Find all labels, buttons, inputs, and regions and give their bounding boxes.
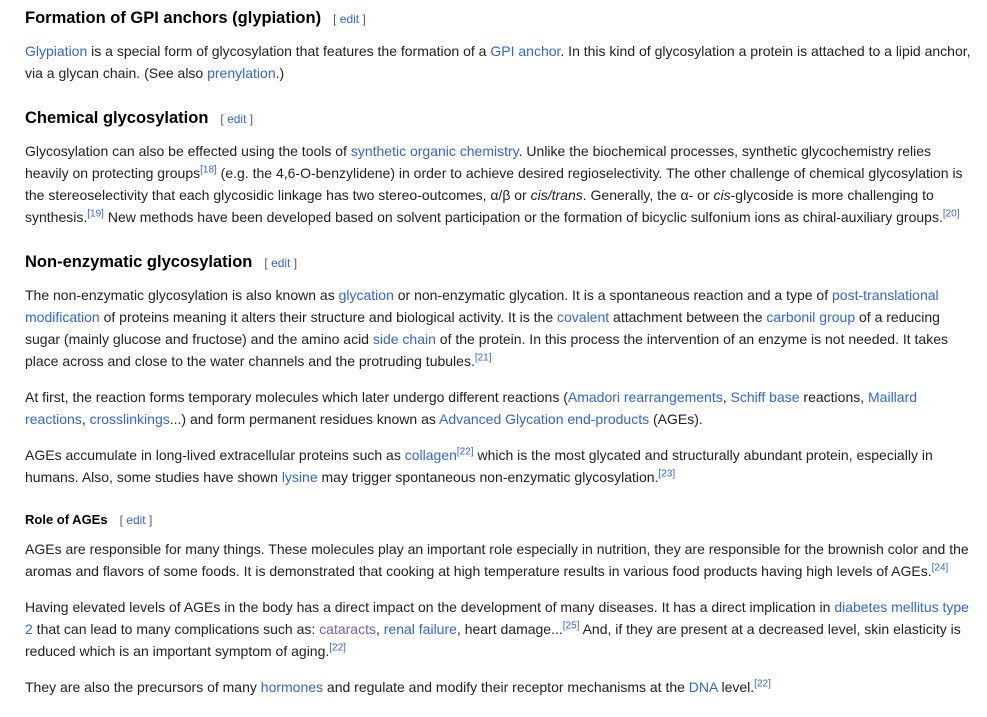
- link-glycation[interactable]: glycation: [338, 287, 394, 303]
- text: Glycosylation can also be effected using the tools of: [25, 143, 351, 159]
- edit-section-non-enzymatic: [ edit ]: [264, 256, 298, 270]
- heading-role-of-ages: [25, 512, 152, 527]
- italic-text: cis: [713, 187, 731, 203]
- text: Having elevated levels of AGEs in the body has a direct impact on the development of many diseases. It has a direct implication in: [25, 599, 835, 615]
- ref-link-23[interactable]: [23]: [658, 468, 676, 480]
- edit-section-glypiation: [ edit ]: [333, 12, 366, 26]
- text: , heart damage...: [456, 621, 563, 637]
- heading-glypiation-text: Formation of GPI anchors (glypiation): [25, 9, 322, 27]
- text: may trigger spontaneous non-enzymatic glycosylation.: [317, 469, 659, 485]
- paragraph-role-3: [25, 676, 975, 698]
- edit-link-chemical[interactable]: edit: [227, 112, 247, 126]
- paragraph-non-enzymatic-2: [25, 386, 975, 430]
- heading-chemical-text: Chemical glycosylation: [25, 109, 209, 127]
- link-schiff-base[interactable]: Schiff base: [730, 389, 800, 405]
- heading-chemical-glycosylation: [25, 109, 253, 128]
- link-maillard-reactions[interactable]: Maillard reactions: [25, 389, 918, 427]
- link-crosslinkings[interactable]: crosslinkings: [89, 411, 170, 427]
- text: -glycoside is more challenging to synthesis.: [25, 187, 934, 225]
- link-covalent[interactable]: covalent: [557, 309, 610, 325]
- ref-link-19[interactable]: [19]: [87, 208, 104, 220]
- text: of proteins meaning it alters their structure and biological activity. It is the: [99, 309, 557, 325]
- ref-link-22[interactable]: [22]: [456, 446, 474, 458]
- heading-non-enzymatic: [25, 253, 297, 272]
- ref-25: [563, 620, 580, 631]
- link-diabetes-mellitus-type-2[interactable]: diabetes mellitus type 2: [25, 599, 969, 637]
- paragraph-chemical: [25, 140, 975, 228]
- link-renal-failure[interactable]: renal failure: [383, 621, 457, 637]
- text: of the protein. In this process the intervention of an enzyme is not needed. It takes place across and close to the water channels and the protruding tubules.: [25, 331, 948, 369]
- text: ,: [375, 621, 384, 637]
- link-dna[interactable]: DNA: [688, 679, 718, 695]
- text: . Generally, the α- or: [582, 187, 714, 203]
- text: reactions,: [799, 389, 869, 405]
- ref-21: [475, 352, 492, 363]
- link-advanced-glycation-end-products[interactable]: Advanced Glycation end-products: [438, 411, 650, 427]
- link-glypiation[interactable]: Glypiation: [25, 43, 88, 59]
- text: AGEs accumulate in long-lived extracellular proteins such as: [25, 447, 405, 463]
- ref-20: [943, 208, 960, 219]
- edit-link-non-enzymatic[interactable]: edit: [271, 256, 291, 270]
- edit-link-role[interactable]: edit: [126, 513, 146, 527]
- paragraph-glypiation: [25, 40, 975, 84]
- text: or non-enzymatic glycation. It is a spontaneous reaction and a type of: [393, 287, 833, 303]
- ref-24: [932, 562, 949, 573]
- text: that can lead to many complications such as:: [32, 621, 320, 637]
- link-carbonil-group[interactable]: carbonil group: [766, 309, 856, 325]
- link-collagen[interactable]: collagen: [404, 447, 457, 463]
- text: ...) and form permanent residues known as: [169, 411, 439, 427]
- text: AGEs are responsible for many things. These molecules play an important role especially in nutrition, they are responsible for the brownish color and the aromas and flavors of some foods. It is demonstrated that cooking at high temperature results in various food products having high levels of AGEs.: [25, 541, 969, 579]
- text: . Unlike the biochemical processes, synthetic glycochemistry relies heavily on protecting groups: [25, 143, 932, 181]
- link-prenylation[interactable]: prenylation: [207, 65, 276, 81]
- text: (e.g. the 4,6-O-benzylidene) in order to achieve desired regioselectivity. The other challenge of chemical glycosylation is the stereoselectivity that each glycosidic linkage has two stereo-outcomes, α/β or: [25, 165, 963, 203]
- heading-glypiation: [25, 9, 366, 28]
- ref-link-21[interactable]: [21]: [474, 352, 492, 364]
- text: (AGEs).: [649, 411, 703, 427]
- text: .): [275, 65, 285, 81]
- link-lysine[interactable]: lysine: [281, 469, 318, 485]
- link-hormones[interactable]: hormones: [260, 679, 324, 695]
- edit-link-glypiation[interactable]: edit: [339, 12, 360, 26]
- text: ,: [722, 389, 731, 405]
- text: attachment between the: [609, 309, 767, 325]
- text: and regulate and modify their receptor mechanisms at the: [323, 679, 689, 695]
- edit-section-role: [ edit ]: [119, 513, 153, 527]
- ref-link-18[interactable]: [18]: [200, 164, 217, 176]
- text: They are also the precursors of many: [25, 679, 261, 695]
- text: which is the most glycated and structurally abundant protein, especially in humans. Also, some studies have shown: [25, 447, 933, 485]
- link-side-chain[interactable]: side chain: [372, 331, 436, 347]
- text: of a reducing sugar (mainly glucose and fructose) and the amino acid: [25, 309, 940, 347]
- paragraph-role-2: [25, 596, 975, 662]
- italic-text: cis/trans: [530, 187, 583, 203]
- link-cataracts[interactable]: cataracts: [319, 621, 376, 637]
- text: And, if they are present at a decreased level, skin elasticity is reduced which is an important symptom of aging.: [25, 621, 961, 659]
- text: ,: [81, 411, 90, 427]
- ref-19: [87, 208, 104, 219]
- ref-link-22[interactable]: [22]: [754, 678, 771, 690]
- ref-23: [658, 468, 675, 479]
- paragraph-non-enzymatic-3: [25, 444, 975, 488]
- paragraph-role-1: [25, 538, 975, 582]
- ref-link-20[interactable]: [20]: [942, 208, 960, 220]
- link-synthetic-organic-chemistry[interactable]: synthetic organic chemistry: [350, 143, 519, 159]
- heading-non-enzymatic-text: Non-enzymatic glycosylation: [25, 253, 253, 271]
- text: . In this kind of glycosylation a protein is attached to a lipid anchor, via a glycan chain. (See also: [25, 43, 971, 81]
- ref-link-22[interactable]: [22]: [329, 642, 346, 654]
- text: At first, the reaction forms temporary molecules which later undergo different reactions (: [25, 389, 568, 405]
- ref-22: [754, 678, 771, 689]
- ref-link-24[interactable]: [24]: [931, 562, 949, 574]
- paragraph-non-enzymatic-1: [25, 284, 975, 372]
- text: The non-enzymatic glycosylation is also known as: [25, 287, 339, 303]
- heading-role-text: Role of AGEs: [25, 512, 108, 527]
- ref-22: [457, 446, 474, 457]
- ref-18: [200, 164, 217, 175]
- ref-22: [329, 642, 346, 653]
- link-gpi-anchor[interactable]: GPI anchor: [490, 43, 561, 59]
- text: New methods have been developed based on solvent participation or the formation of bicyclic sulfonium ions as chiral-auxiliary groups.: [103, 209, 943, 225]
- ref-link-25[interactable]: [25]: [562, 620, 580, 632]
- link-post-translational-modification[interactable]: post-translational modification: [25, 287, 939, 325]
- text: is a special form of glycosylation that features the formation of a: [87, 43, 491, 59]
- text: level.: [717, 679, 755, 695]
- edit-section-chemical: [ edit ]: [220, 112, 254, 126]
- link-amadori-rearrangements[interactable]: Amadori rearrangements: [567, 389, 723, 405]
